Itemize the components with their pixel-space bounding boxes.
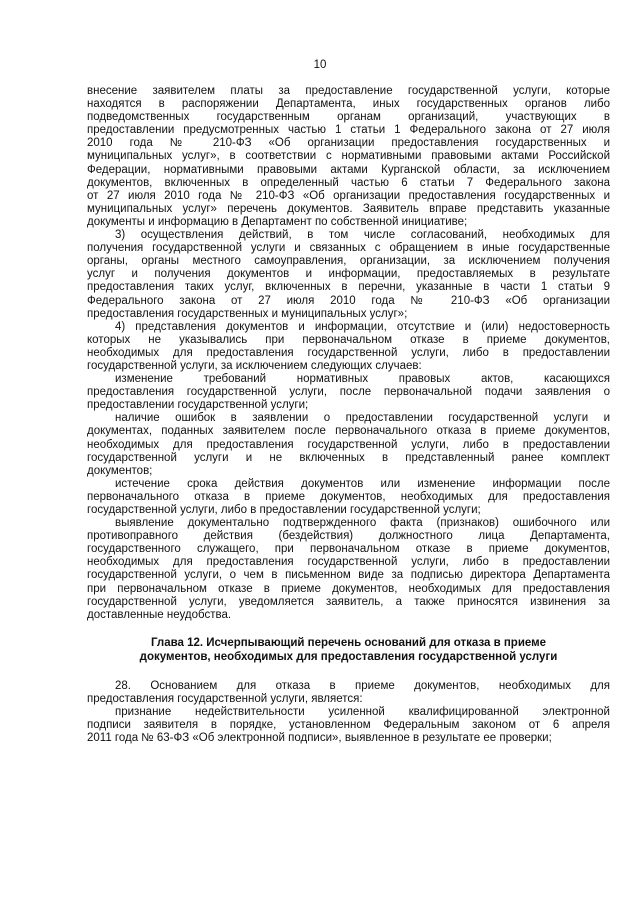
text-line: 4) представления документов и информации, отсутствие и (или) недостоверность xyxy=(115,320,610,333)
document-body xyxy=(87,85,610,745)
chapter-heading-line: Глава 12. Исчерпывающий перечень оснований для отказа в приеме xyxy=(150,636,547,649)
page-number: 10 xyxy=(313,59,327,71)
text-line: предоставления таких услуг, включенных в перечни, указанные в части 1 статьи 9 xyxy=(87,281,610,294)
paragraph-document-expiry xyxy=(87,478,610,517)
text-line: предоставлении государственной услуги; xyxy=(87,399,309,412)
paragraph-errors-in-application xyxy=(87,412,610,477)
text-line: документы и информацию в Департамент по собственной инициативе; xyxy=(87,215,468,228)
paragraph-fee-documents xyxy=(87,85,610,229)
text-line: противоправного действия (бездействия) должностного лица Департамента, xyxy=(87,530,610,543)
text-line: признание недействительности усиленной квалифицированной электронной xyxy=(115,706,610,719)
text-line: документов, включенных в определенный частью 6 статьи 7 Федерального закона xyxy=(87,176,610,189)
text-line: истечение срока действия документов или изменение информации после xyxy=(115,477,610,490)
text-line: Федерации, нормативными правовыми актами Курганской области, за исключением xyxy=(87,163,610,176)
text-line: документах, поданных заявителем после первоначального отказа в приеме документов, xyxy=(87,425,610,438)
text-line: от 27 июля 2010 года № 210-ФЗ «Об организации предоставления государственных и xyxy=(87,189,610,202)
text-line: 28. Основанием для отказа в приеме документов, необходимых для xyxy=(115,679,610,692)
text-line: которых не указывались при первоначальном отказе в приеме документов, xyxy=(87,333,610,346)
paragraph-requirements-change xyxy=(87,373,610,412)
text-line: государственной услуги, уведомляется заявитель, а также приносятся извинения за xyxy=(87,595,610,608)
chapter-heading-line: документов, необходимых для предоставления государственной услуги xyxy=(139,651,558,664)
text-line: при первоначальном отказе в приеме документов, необходимых для предоставления xyxy=(87,582,610,595)
text-line: необходимых для предоставления государственной услуги, либо в предоставлении xyxy=(87,346,610,359)
paragraph-signature-invalid xyxy=(87,706,610,745)
text-line: муниципальных услуг», в соответствии с нормативными правовыми актами Российской xyxy=(87,150,610,163)
paragraph-wrongful-action xyxy=(87,517,610,622)
text-line: государственной услуги, за исключением следующих случаев: xyxy=(87,359,422,372)
text-line: Федерального закона от 27 июля 2010 года № 210-ФЗ «Об организации xyxy=(87,294,610,307)
text-line: услуг и получения документов и информации, предоставляемых в результате xyxy=(87,268,610,281)
paragraph-item-28 xyxy=(87,680,610,706)
text-line: предоставления государственной услуги, после первоначальной подачи заявления о xyxy=(87,386,610,399)
text-line: государственного служащего, при первоначальном отказе в приеме документов, xyxy=(87,543,610,556)
text-line: предоставления государственной услуги, является: xyxy=(87,692,363,705)
text-line: предоставления государственных и муниципальных услуг»; xyxy=(87,307,408,320)
text-line: необходимых для предоставления государственной услуги, либо в предоставлении xyxy=(87,438,610,451)
chapter-heading xyxy=(87,637,610,666)
text-line: 2011 года № 63-ФЗ «Об электронной подписи», выявленное в результате ее проверки; xyxy=(87,732,552,745)
text-line: подведомственных государственным органам организаций, участвующих в xyxy=(87,111,610,124)
text-line: находятся в распоряжении Департамента, иных государственных органов либо xyxy=(87,98,610,111)
spacer xyxy=(87,666,610,680)
text-line: наличие ошибок в заявлении о предоставлении государственной услуги и xyxy=(115,412,610,425)
text-line: внесение заявителем платы за предоставление государственной услуги, которые xyxy=(87,85,610,97)
text-line: необходимых для предоставления государственной услуги, либо в предоставлении xyxy=(87,556,610,569)
text-line: подписи заявителя в порядке, установленном Федеральным законом от 6 апреля xyxy=(87,719,610,732)
text-line: государственной услуги и не включенных в представленный ранее комплект xyxy=(87,451,610,464)
text-line: доставленные неудобства. xyxy=(87,608,232,621)
text-line: государственной услуги, либо в предоставлении государственной услуги; xyxy=(87,504,481,516)
text-line: муниципальных услуг» перечень документов. Заявитель вправе представить указанные xyxy=(87,202,610,215)
text-line: 2010 года № 210-ФЗ «Об организации предоставления государственных и xyxy=(87,137,610,150)
text-line: изменение требований нормативных правовых актов, касающихся xyxy=(115,373,610,386)
paragraph-item-3 xyxy=(87,229,610,321)
text-line: органы, органы местного самоуправления, организации, за исключением получения xyxy=(87,255,610,268)
paragraph-item-4 xyxy=(87,321,610,373)
text-line: получения государственной услуги и связанных с обращением в иные государственные xyxy=(87,242,610,255)
text-line: 3) осуществления действий, в том числе согласований, необходимых для xyxy=(115,229,610,242)
text-line: предоставлении предусмотренных частью 1 статьи 1 Федерального закона от 27 июля xyxy=(87,124,610,137)
text-line: документов; xyxy=(87,464,153,477)
spacer xyxy=(87,622,610,637)
text-line: первоначального отказа в приеме документов, необходимых для предоставления xyxy=(87,490,610,503)
text-line: государственной услуги, о чем в письменном виде за подписью директора Департамента xyxy=(87,569,610,582)
text-line: выявление документально подтвержденного факта (признаков) ошибочного или xyxy=(115,517,610,530)
